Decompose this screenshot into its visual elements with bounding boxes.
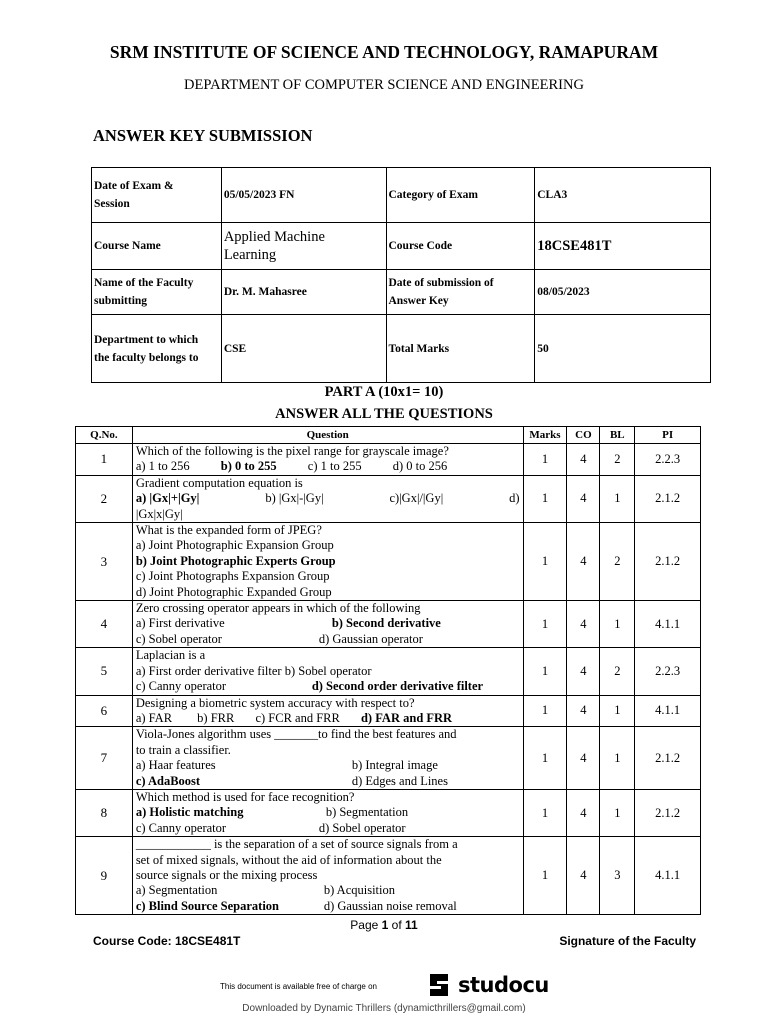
course-name-line1: Applied Machine — [223, 229, 325, 245]
option-a: a) 1 to 256 — [135, 459, 190, 474]
option-b-answer: b) Joint Photographic Experts Group — [135, 553, 336, 568]
table-row — [76, 601, 701, 648]
bl-cell: 1 — [600, 601, 635, 648]
bl-cell: 2 — [600, 648, 635, 695]
co-cell: 4 — [567, 727, 600, 790]
questions-table — [75, 426, 701, 915]
option-c: c) Canny operator — [135, 679, 227, 694]
co-cell: 4 — [567, 444, 600, 476]
department-label-line1: Department to which — [94, 333, 199, 346]
question-stem: Laplacian is a — [135, 648, 206, 663]
studocu-logo[interactable] — [424, 970, 549, 1000]
table-row — [76, 727, 701, 790]
header-bl: BL — [600, 427, 635, 444]
question-stem-line3: source signals or the mixing process — [135, 867, 318, 882]
question-number: 9 — [76, 837, 133, 915]
questions-header-row — [76, 427, 701, 444]
table-row — [76, 837, 701, 915]
table-row — [76, 789, 701, 836]
question-options-row2 — [136, 821, 520, 836]
marks-cell: 1 — [523, 601, 567, 648]
page-title: ANSWER KEY SUBMISSION — [93, 126, 313, 145]
bl-cell: 1 — [600, 695, 635, 727]
question-stem-line1: Viola-Jones algorithm uses _______to find the best features and — [135, 727, 457, 742]
option-a-answer: a) Holistic matching — [135, 805, 244, 820]
question-stem: Designing a biometric system accuracy with respect to? — [135, 695, 415, 710]
option-a-answer: a) |Gx|+|Gy| — [135, 491, 200, 506]
option-b: b) Integral image — [351, 758, 438, 773]
question-stem-line2: set of mixed signals, without the aid of information about the — [135, 852, 442, 867]
date-label-line2: Session — [94, 198, 130, 210]
table-row — [76, 695, 701, 727]
faculty-label — [92, 270, 222, 315]
category-value: CLA3 — [535, 168, 711, 223]
co-cell: 4 — [567, 695, 600, 727]
option-d-continued: |Gx|x|Gy| — [135, 506, 183, 521]
table-row — [76, 648, 701, 695]
table-row — [76, 523, 701, 601]
submission-label-line2: Answer Key — [388, 295, 449, 307]
page-current: 1 — [381, 918, 389, 932]
question-options — [136, 459, 520, 474]
header-co: CO — [567, 427, 600, 444]
option-d: d) 0 to 256 — [392, 459, 448, 474]
department-value: CSE — [221, 315, 386, 383]
part-title: PART A (10x1= 10) — [324, 384, 444, 400]
option-c: c) Canny operator — [135, 820, 227, 835]
header-pi: PI — [635, 427, 701, 444]
date-value: 05/05/2023 FN — [221, 168, 386, 223]
question-stem: Zero crossing operator appears in which of the following — [135, 601, 421, 616]
category-label: Category of Exam — [386, 168, 535, 223]
faculty-value: Dr. M. Mahasree — [221, 270, 386, 315]
question-stem-line2: to train a classifier. — [135, 742, 231, 757]
page-of: of — [388, 918, 406, 932]
option-b-answer: b) Second derivative — [331, 616, 441, 631]
info-row-department — [92, 315, 711, 383]
option-d: d) Sobel operator — [318, 820, 406, 835]
pi-cell: 2.1.2 — [635, 523, 701, 601]
co-cell: 4 — [567, 601, 600, 648]
exam-info-table — [91, 167, 711, 383]
course-name-line2: Learning — [223, 247, 277, 263]
date-label-line1: Date of Exam & — [94, 180, 174, 192]
option-d-answer: d) FAR and FRR — [360, 710, 453, 725]
question-stem: Gradient computation equation is — [135, 475, 303, 490]
marks-cell: 1 — [523, 523, 567, 601]
co-cell: 4 — [567, 648, 600, 695]
footer-signature: Signature of the Faculty — [559, 934, 696, 948]
question-number: 2 — [76, 475, 133, 522]
studocu-wordmark: studocu — [458, 973, 549, 997]
question-text — [132, 789, 523, 836]
option-a: a) First derivative — [135, 616, 225, 631]
option-c: c) 1 to 255 — [307, 459, 362, 474]
course-name-label: Course Name — [92, 223, 222, 270]
question-stem: Which method is used for face recognition? — [135, 789, 355, 804]
option-b: b) Sobel operator — [284, 663, 372, 678]
bl-cell: 1 — [600, 727, 635, 790]
question-options-row2 — [136, 774, 520, 789]
question-number: 3 — [76, 523, 133, 601]
question-number: 8 — [76, 789, 133, 836]
marks-cell: 1 — [523, 648, 567, 695]
question-options — [136, 491, 520, 506]
department-label-line2: the faculty belongs to — [94, 351, 199, 364]
question-number: 5 — [76, 648, 133, 695]
header-marks: Marks — [523, 427, 567, 444]
pi-cell: 4.1.1 — [635, 837, 701, 915]
course-code-value: 18CSE481T — [535, 223, 711, 270]
pi-cell: 2.1.2 — [635, 789, 701, 836]
option-d: d) — [509, 491, 520, 506]
institute-name: SRM INSTITUTE OF SCIENCE AND TECHNOLOGY, RAMAPURAM — [109, 42, 659, 62]
bl-cell: 1 — [600, 789, 635, 836]
footer-course-code: Course Code: 18CSE481T — [93, 934, 241, 948]
option-c: c) FCR and FRR — [255, 710, 340, 725]
question-options-row1 — [136, 883, 520, 898]
marks-cell: 1 — [523, 475, 567, 522]
marks-cell: 1 — [523, 695, 567, 727]
question-options-row2 — [136, 899, 520, 914]
marks-cell: 1 — [523, 727, 567, 790]
faculty-label-line2: submitting — [94, 295, 148, 307]
option-b-answer: b) 0 to 255 — [220, 459, 277, 474]
table-row — [76, 444, 701, 476]
question-text — [132, 648, 523, 695]
co-cell: 4 — [567, 789, 600, 836]
question-stem: Which of the following is the pixel range for grayscale image? — [135, 444, 449, 458]
option-c: c)|Gx|/|Gy| — [389, 491, 444, 506]
question-text — [132, 601, 523, 648]
pi-cell: 4.1.1 — [635, 695, 701, 727]
faculty-label-line1: Name of the Faculty — [94, 277, 194, 289]
course-name-value — [221, 223, 386, 270]
date-label — [92, 168, 222, 223]
info-row-course — [92, 223, 711, 270]
option-c: c) Sobel operator — [135, 631, 222, 646]
header-question: Question — [132, 427, 523, 444]
availability-note: This document is available free of charge on — [220, 982, 377, 991]
marks-cell: 1 — [523, 789, 567, 836]
pi-cell: 2.1.2 — [635, 727, 701, 790]
question-text — [132, 727, 523, 790]
info-row-date — [92, 168, 711, 223]
pi-cell: 4.1.1 — [635, 601, 701, 648]
question-options-row2 — [136, 632, 520, 647]
option-b: b) Segmentation — [325, 805, 409, 820]
info-row-faculty — [92, 270, 711, 315]
question-options-row1 — [136, 805, 520, 820]
bl-cell: 2 — [600, 444, 635, 476]
option-d: d) Edges and Lines — [351, 773, 448, 788]
part-subtitle: ANSWER ALL THE QUESTIONS — [275, 406, 493, 422]
marks-cell: 1 — [523, 444, 567, 476]
total-marks-label: Total Marks — [386, 315, 535, 383]
question-stem: What is the expanded form of JPEG? — [135, 523, 322, 538]
option-b: b) Acquisition — [323, 883, 395, 898]
studocu-logo-icon — [424, 970, 454, 1000]
page-number — [0, 918, 768, 932]
option-a: a) Segmentation — [135, 883, 218, 898]
department-name: DEPARTMENT OF COMPUTER SCIENCE AND ENGINEERING — [184, 77, 584, 93]
option-d-answer: d) Second order derivative filter — [311, 679, 484, 694]
question-options-row1 — [136, 758, 520, 773]
question-options-row1 — [136, 664, 520, 679]
bl-cell: 2 — [600, 523, 635, 601]
question-options — [136, 711, 520, 726]
option-c: c) Joint Photographs Expansion Group — [135, 569, 330, 584]
table-row — [76, 475, 701, 522]
download-note: Downloaded by Dynamic Thrillers (dynamicthrillers@gmail.com) — [242, 1003, 526, 1014]
option-a: a) Haar features — [135, 758, 216, 773]
pi-cell: 2.2.3 — [635, 648, 701, 695]
question-text — [132, 837, 523, 915]
header-qno: Q.No. — [76, 427, 133, 444]
bl-cell: 1 — [600, 475, 635, 522]
option-a: a) First order derivative filter — [135, 663, 282, 678]
submission-label — [386, 270, 535, 315]
option-d: d) Gaussian noise removal — [323, 898, 457, 913]
question-number: 6 — [76, 695, 133, 727]
page-prefix: Page — [350, 918, 382, 932]
question-text — [132, 444, 523, 476]
question-text — [132, 523, 523, 601]
option-d: d) Gaussian operator — [318, 631, 423, 646]
bl-cell: 3 — [600, 837, 635, 915]
question-number: 1 — [76, 444, 133, 476]
department-label — [92, 315, 222, 383]
question-text — [132, 475, 523, 522]
co-cell: 4 — [567, 523, 600, 601]
course-code-label: Course Code — [386, 223, 535, 270]
option-b: b) FRR — [197, 710, 235, 725]
total-marks-value: 50 — [535, 315, 711, 383]
option-a: a) Joint Photographic Expansion Group — [135, 538, 334, 553]
question-options-row2 — [136, 679, 520, 694]
pi-cell: 2.1.2 — [635, 475, 701, 522]
option-c-answer: c) Blind Source Separation — [135, 898, 279, 913]
question-stem-line1: ____________ is the separation of a set of source signals from a — [135, 837, 458, 852]
option-b: b) |Gx|-|Gy| — [265, 491, 324, 506]
question-text — [132, 695, 523, 727]
co-cell: 4 — [567, 475, 600, 522]
question-number: 4 — [76, 601, 133, 648]
option-a: a) FAR — [135, 710, 173, 725]
option-c-answer: c) AdaBoost — [135, 773, 201, 788]
submission-value: 08/05/2023 — [535, 270, 711, 315]
pi-cell: 2.2.3 — [635, 444, 701, 476]
page-total: 11 — [405, 918, 418, 932]
co-cell: 4 — [567, 837, 600, 915]
question-number: 7 — [76, 727, 133, 790]
option-d: d) Joint Photographic Expanded Group — [135, 584, 332, 599]
question-options-row1 — [136, 616, 520, 631]
marks-cell: 1 — [523, 837, 567, 915]
submission-label-line1: Date of submission of — [388, 277, 494, 289]
